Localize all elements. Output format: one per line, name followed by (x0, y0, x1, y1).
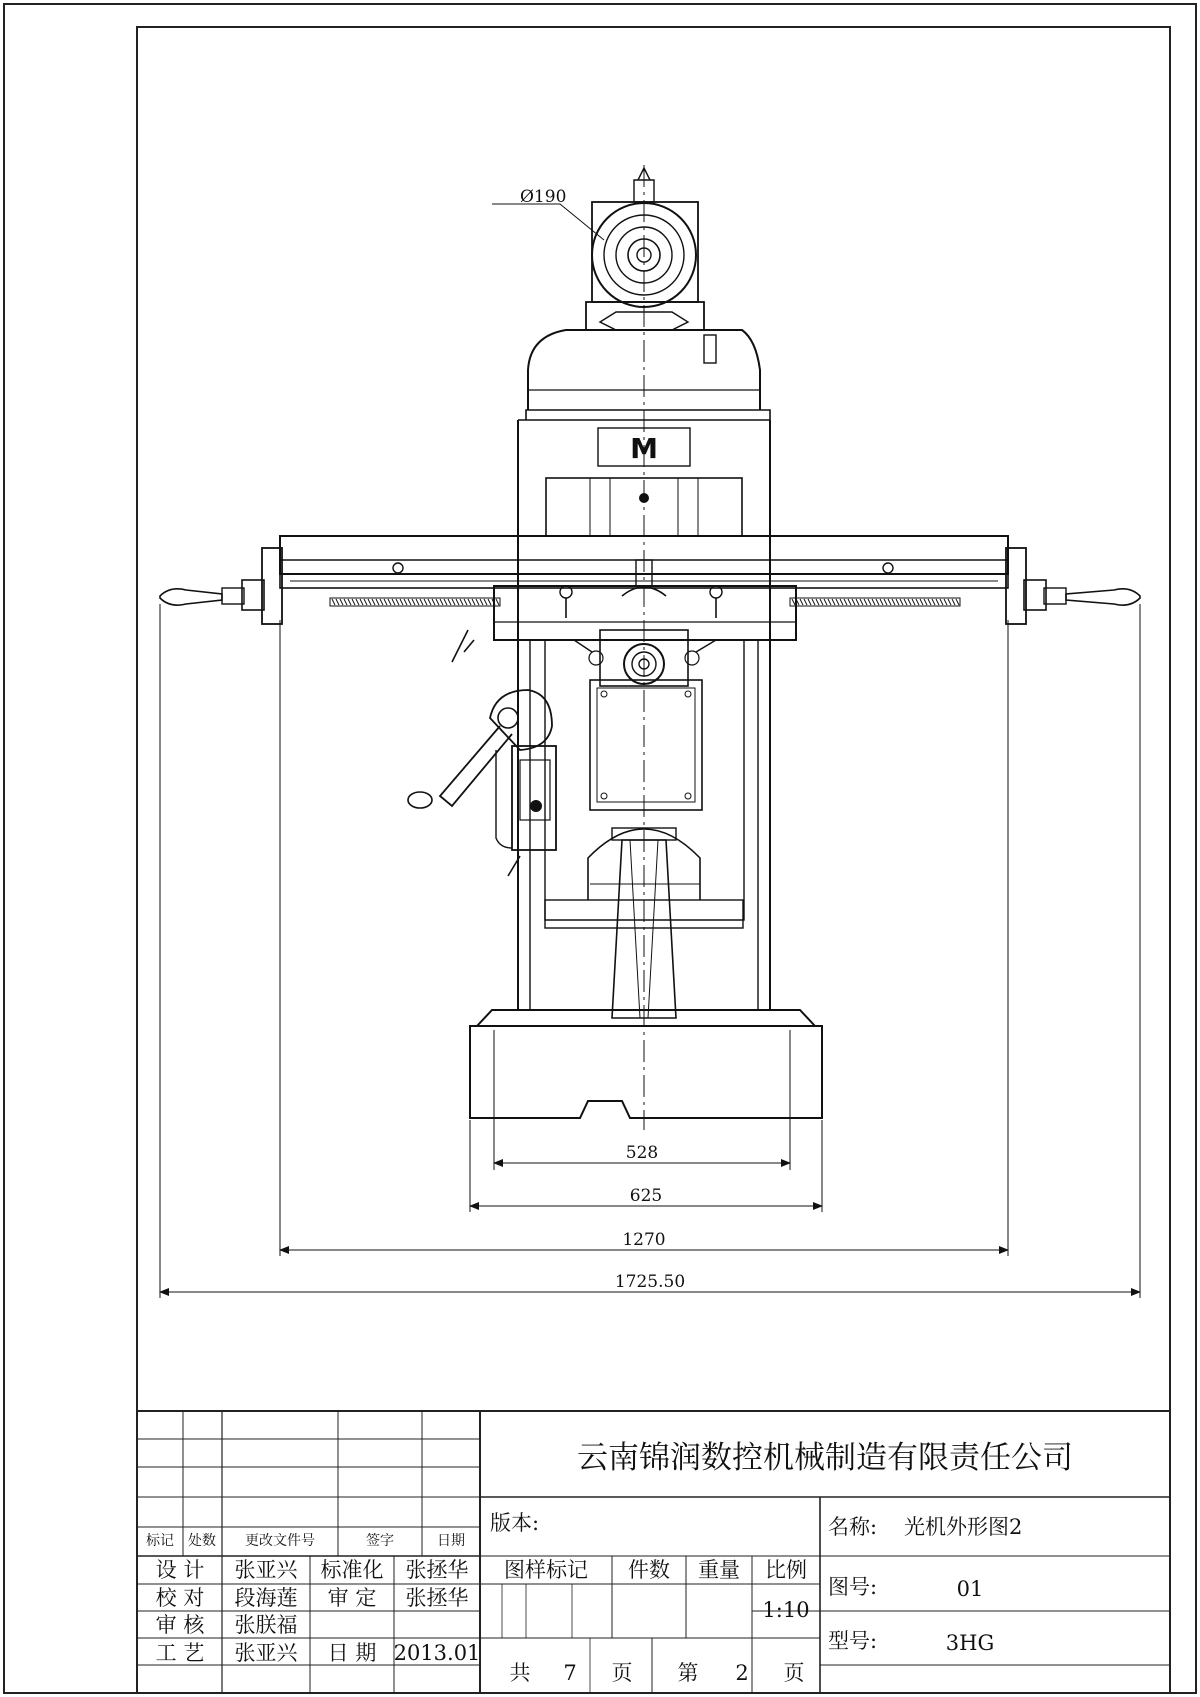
leadscrew-thread (916, 599, 919, 605)
rev-header-sign: 签字 (366, 1533, 394, 1549)
leadscrew-thread (456, 599, 459, 605)
leadscrew-thread (952, 599, 955, 605)
leadscrew-thread (856, 599, 859, 605)
drawing-name: 光机外形图2 (904, 1515, 1023, 1539)
leadscrew-thread (820, 599, 823, 605)
leadscrew-thread (932, 599, 935, 605)
leadscrew-thread (388, 599, 391, 605)
sign-name: 张亚兴 (234, 1558, 298, 1582)
leadscrew-thread (816, 599, 819, 605)
leadscrew-thread (364, 599, 367, 605)
sheet-label: 第 (677, 1661, 699, 1685)
dim-1725-50: 1725.50 (614, 1272, 686, 1292)
leadscrew-thread (404, 599, 407, 605)
leadscrew-thread (332, 599, 335, 605)
leadscrew-thread (460, 599, 463, 605)
name-label: 名称: (828, 1515, 878, 1539)
milling-machine-drawing (160, 165, 1140, 1130)
leadscrew-thread (412, 599, 415, 605)
model-label: 型号: (828, 1629, 878, 1653)
rev-header-count: 处数 (188, 1533, 216, 1549)
leadscrew-thread (792, 599, 795, 605)
leadscrew-thread (808, 599, 811, 605)
leadscrew-thread (376, 599, 379, 605)
sign-name2: 张拯华 (405, 1558, 469, 1582)
leadscrew-thread (496, 599, 499, 605)
leadscrew-thread (368, 599, 371, 605)
saddle (494, 586, 796, 640)
leadscrew-thread (416, 599, 419, 605)
sheet-number: 2 (735, 1661, 749, 1685)
leadscrew-thread (832, 599, 835, 605)
machine-logo: M (630, 432, 658, 465)
leadscrew-thread (484, 599, 487, 605)
sign-name: 张亚兴 (234, 1641, 298, 1665)
col-scale: 比例 (765, 1558, 807, 1582)
leadscrew-thread (804, 599, 807, 605)
leadscrew-thread (836, 599, 839, 605)
leadscrew-thread (340, 599, 343, 605)
leadscrew-thread (344, 599, 347, 605)
drawing-number-label: 图号: (828, 1575, 878, 1599)
company-name: 云南锦润数控机械制造有限责任公司 (577, 1440, 1073, 1476)
left-handwheel-grip (160, 589, 222, 605)
knee-crank-housing (490, 690, 552, 750)
leadscrew-thread (924, 599, 927, 605)
col-quantity: 件数 (628, 1558, 670, 1582)
drawing-number: 01 (956, 1577, 984, 1601)
leadscrew-thread (440, 599, 443, 605)
leadscrew-thread (408, 599, 411, 605)
leadscrew-thread (448, 599, 451, 605)
sign-role: 工 艺 (155, 1641, 205, 1665)
model-value: 3HG (945, 1631, 995, 1655)
leadscrew-thread (800, 599, 803, 605)
page-unit-2: 页 (783, 1661, 805, 1685)
leadscrew-thread (828, 599, 831, 605)
dim-528: 528 (625, 1143, 659, 1163)
col-weight: 重量 (698, 1558, 740, 1582)
leadscrew-thread (812, 599, 815, 605)
total-pages: 7 (563, 1661, 577, 1685)
knee-crank-arm (440, 726, 512, 806)
leadscrew-thread (912, 599, 915, 605)
leadscrew-thread (464, 599, 467, 605)
leadscrew-thread (360, 599, 363, 605)
scale-value: 1:10 (762, 1598, 810, 1622)
sign-role: 校 对 (155, 1586, 205, 1610)
leadscrew-thread (384, 599, 387, 605)
leadscrew-thread (860, 599, 863, 605)
leadscrew-thread (880, 599, 883, 605)
leadscrew-thread (956, 599, 959, 605)
leadscrew-thread (852, 599, 855, 605)
col-sample-mark: 图样标记 (504, 1558, 588, 1582)
leadscrew-thread (844, 599, 847, 605)
dimensions (160, 204, 1140, 1298)
total-label: 共 (509, 1661, 531, 1685)
dim-1270: 1270 (622, 1230, 666, 1250)
knee-plate (590, 680, 702, 810)
leadscrew-thread (348, 599, 351, 605)
leadscrew-thread (840, 599, 843, 605)
leadscrew-thread (904, 599, 907, 605)
leadscrew-thread (876, 599, 879, 605)
rev-header-mark: 标记 (146, 1533, 174, 1549)
leadscrew-thread (428, 599, 431, 605)
sign-role2: 审 定 (327, 1586, 377, 1610)
leadscrew-thread (864, 599, 867, 605)
dim-diameter-190: Ø190 (520, 187, 567, 207)
page-unit: 页 (611, 1661, 633, 1685)
leadscrew-thread (356, 599, 359, 605)
leadscrew-thread (868, 599, 871, 605)
leadscrew-thread (872, 599, 875, 605)
rev-header-docno: 更改文件号 (245, 1533, 315, 1549)
right-handwheel-grip (1066, 589, 1140, 605)
leadscrew-thread (372, 599, 375, 605)
dim-625: 625 (629, 1186, 663, 1206)
sign-role2: 日 期 (327, 1641, 377, 1665)
leadscrew-thread (948, 599, 951, 605)
leadscrew-thread (380, 599, 383, 605)
leadscrew-thread (452, 599, 455, 605)
version-label: 版本: (490, 1511, 540, 1535)
leadscrew-thread (436, 599, 439, 605)
sign-role2: 标准化 (320, 1558, 384, 1582)
leadscrew-thread (480, 599, 483, 605)
leadscrew-thread (940, 599, 943, 605)
leadscrew-thread (468, 599, 471, 605)
leadscrew-thread (432, 599, 435, 605)
leadscrew-thread (352, 599, 355, 605)
sign-role: 设 计 (155, 1558, 205, 1582)
leadscrew-thread (444, 599, 447, 605)
sign-date: 2013.01 (393, 1641, 481, 1665)
leadscrew-thread (900, 599, 903, 605)
leadscrew-thread (944, 599, 947, 605)
leadscrew-thread (392, 599, 395, 605)
leadscrew-thread (920, 599, 923, 605)
sign-name2: 张拯华 (405, 1586, 469, 1610)
leadscrew-thread (896, 599, 899, 605)
rev-header-date: 日期 (437, 1533, 465, 1549)
leadscrew-thread (336, 599, 339, 605)
leadscrew-thread (884, 599, 887, 605)
leadscrew-thread (848, 599, 851, 605)
machine-base (470, 1026, 822, 1118)
leadscrew-thread (824, 599, 827, 605)
leadscrew-thread (928, 599, 931, 605)
leadscrew-thread (908, 599, 911, 605)
sign-role: 审 核 (155, 1613, 205, 1637)
leadscrew-thread (400, 599, 403, 605)
sign-name: 张朕福 (234, 1613, 298, 1637)
leadscrew-thread (424, 599, 427, 605)
leadscrew-thread (888, 599, 891, 605)
leadscrew-thread (936, 599, 939, 605)
leadscrew-thread (488, 599, 491, 605)
leadscrew-thread (396, 599, 399, 605)
leadscrew-thread (420, 599, 423, 605)
leadscrew-thread (472, 599, 475, 605)
leadscrew-thread (892, 599, 895, 605)
leadscrew-thread (476, 599, 479, 605)
sign-name: 段海莲 (234, 1586, 298, 1610)
